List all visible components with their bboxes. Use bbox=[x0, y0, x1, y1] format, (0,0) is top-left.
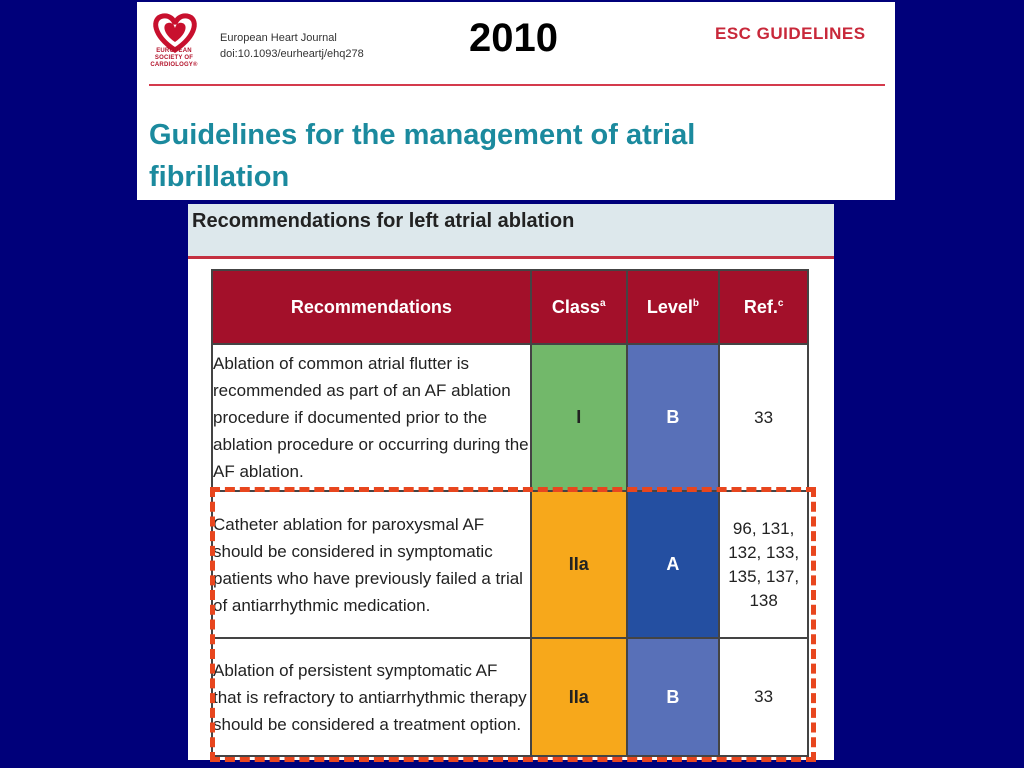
header-class: Class$^a$ bbox=[531, 270, 627, 344]
journal-citation bbox=[220, 30, 364, 62]
recommendation-text: Ablation of common atrial flutter is recommended as part of an AF ablation procedure if documented prior to the ablation procedure or occurring during the AF ablation. bbox=[212, 344, 531, 491]
panel-title-band bbox=[188, 204, 834, 256]
level-cell: B bbox=[627, 344, 720, 491]
recommendation-text: Ablation of persistent symptomatic AF that is refractory to antiarrhythmic therapy should be considered a treatment option. bbox=[212, 638, 531, 756]
level-cell: A bbox=[627, 491, 720, 638]
highlight-dashed-box bbox=[210, 487, 816, 762]
header-divider bbox=[149, 84, 885, 86]
journal-name: European Heart Journal bbox=[220, 32, 337, 44]
journal-header bbox=[137, 2, 895, 200]
esc-guidelines-label: ESC GUIDELINES bbox=[715, 24, 866, 43]
document-title bbox=[149, 114, 829, 198]
year-label: 2010 bbox=[469, 16, 558, 60]
header-recommendations: Recommendations bbox=[212, 270, 531, 344]
class-cell: IIa bbox=[531, 491, 627, 638]
ref-cell: 33 bbox=[719, 344, 808, 491]
panel-divider bbox=[188, 256, 834, 259]
header-level: Level$^b$ bbox=[627, 270, 720, 344]
level-cell: B bbox=[627, 638, 720, 756]
document-title-line2: fibrillation bbox=[149, 161, 290, 193]
panel-title: Recommendations for left atrial ablation bbox=[192, 210, 575, 232]
recommendation-text: Catheter ablation for paroxysmal AF should be considered in symptomatic patients who have previously failed a trial of antiarrhythmic medication. bbox=[212, 491, 531, 638]
class-cell: IIa bbox=[531, 638, 627, 756]
table-header-row bbox=[212, 270, 808, 344]
esc-logo-text: EUROPEAN SOCIETY OF CARDIOLOGY® bbox=[150, 48, 198, 68]
journal-doi: doi:10.1093/eurheartj/ehq278 bbox=[220, 48, 364, 60]
ref-cell: 33 bbox=[719, 638, 808, 756]
table-row bbox=[212, 344, 808, 491]
header-ref: Ref.$^c$ bbox=[719, 270, 808, 344]
esc-heart-logo-icon bbox=[145, 10, 205, 80]
ref-cell: 96, 131, 132, 133, 135, 137, 138 bbox=[719, 491, 808, 638]
class-cell: I bbox=[531, 344, 627, 491]
document-title-line1: Guidelines for the management of atrial bbox=[149, 119, 696, 151]
